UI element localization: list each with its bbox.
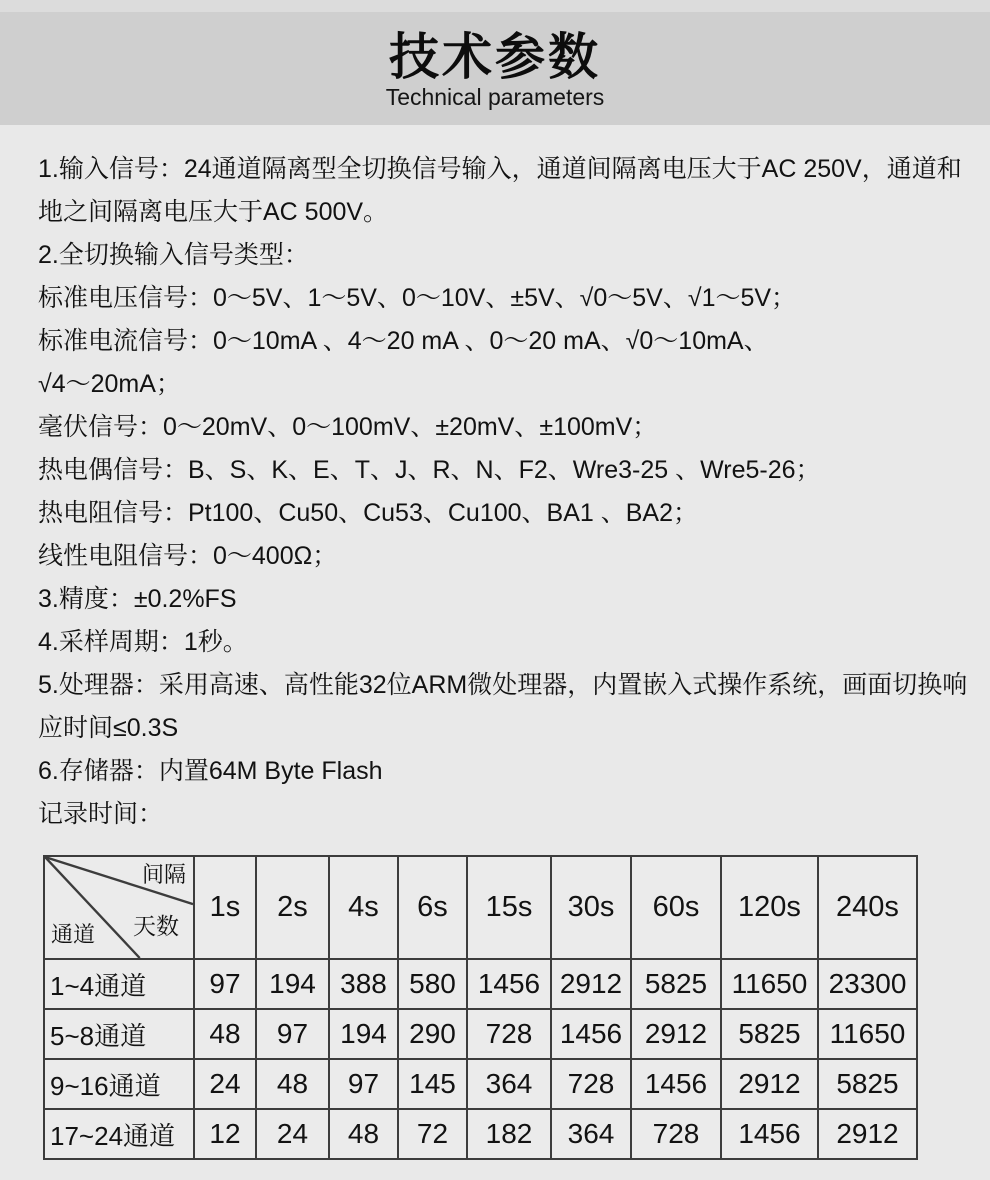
row-label-ch9-16: 9~16通道 [44, 1059, 194, 1109]
cell-value: 2912 [631, 1009, 721, 1059]
table-row-ch9-16 [44, 1059, 917, 1109]
row-label-ch1-4: 1~4通道 [44, 959, 194, 1009]
cell-value: 48 [329, 1109, 398, 1159]
spec-line-current-signal: 标准电流信号：0～10mA 、4～20 mA 、0～20 mA、√0～10mA、 [38, 327, 769, 355]
spec-line-processor-cont: 应时间≤0.3S [38, 714, 179, 742]
table-header-row [44, 856, 917, 959]
spec-line-signal-types: 2.全切换输入信号类型： [38, 241, 309, 269]
cell-value: 145 [398, 1059, 467, 1109]
cell-value: 728 [467, 1009, 551, 1059]
page-title: 技术参数 [389, 29, 601, 86]
cell-value: 24 [256, 1109, 329, 1159]
spec-line-memory: 6.存储器：内置64M Byte Flash [38, 757, 383, 785]
cell-value: 48 [194, 1009, 256, 1059]
cell-value: 580 [398, 959, 467, 1009]
corner-label-days: 天数 [133, 913, 179, 939]
spec-line-input-signal-cont: 地之间隔离电压大于AC 500V。 [38, 198, 389, 226]
table-row-ch17-24 [44, 1109, 917, 1159]
cell-value: 5825 [631, 959, 721, 1009]
spec-line-rtd-signal: 热电阻信号：Pt100、Cu50、Cu53、Cu100、BA1 、BA2； [38, 499, 698, 527]
spec-line-processor: 5.处理器：采用高速、高性能32位ARM微处理器，内置嵌入式操作系统，画面切换响 [38, 671, 968, 699]
row-label-ch5-8: 5~8通道 [44, 1009, 194, 1059]
spec-line-accuracy: 3.精度：±0.2%FS [38, 585, 237, 613]
title-band [0, 12, 990, 125]
cell-value: 1456 [631, 1059, 721, 1109]
spec-line-voltage-signal: 标准电压信号：0～5V、1～5V、0～10V、±5V、√0～5V、√1～5V； [38, 284, 797, 312]
cell-value: 24 [194, 1059, 256, 1109]
column-header-30s: 30s [551, 856, 631, 959]
cell-value: 1456 [551, 1009, 631, 1059]
spec-line-current-signal-cont: √4～20mA； [38, 370, 181, 398]
column-header-60s: 60s [631, 856, 721, 959]
cell-value: 194 [329, 1009, 398, 1059]
cell-value: 182 [467, 1109, 551, 1159]
cell-value: 5825 [721, 1009, 818, 1059]
cell-value: 728 [631, 1109, 721, 1159]
corner-label-channel: 通道 [51, 922, 96, 947]
cell-value: 5825 [818, 1059, 917, 1109]
cell-value: 48 [256, 1059, 329, 1109]
cell-value: 11650 [818, 1009, 917, 1059]
cell-value: 194 [256, 959, 329, 1009]
column-header-4s: 4s [329, 856, 398, 959]
spec-line-input-signal: 1.输入信号：24通道隔离型全切换信号输入，通道间隔离电压大于AC 250V，通道和 [38, 155, 962, 183]
cell-value: 11650 [721, 959, 818, 1009]
spec-list [38, 148, 972, 836]
cell-value: 12 [194, 1109, 256, 1159]
column-header-1s: 1s [194, 856, 256, 959]
row-label-ch17-24: 17~24通道 [44, 1109, 194, 1159]
column-header-240s: 240s [818, 856, 917, 959]
cell-value: 2912 [818, 1109, 917, 1159]
column-header-2s: 2s [256, 856, 329, 959]
spec-line-thermocouple-signal: 热电偶信号：B、S、K、E、T、J、R、N、F2、Wre3-25 、Wre5-26； [38, 456, 821, 484]
page-subtitle: Technical parameters [385, 84, 605, 111]
record-time-table [43, 855, 918, 1160]
table-row-ch1-4 [44, 959, 917, 1009]
cell-value: 1456 [467, 959, 551, 1009]
cell-value: 97 [329, 1059, 398, 1109]
cell-value: 2912 [551, 959, 631, 1009]
cell-value: 23300 [818, 959, 917, 1009]
spec-line-millivolt-signal: 毫伏信号：0～20mV、0～100mV、±20mV、±100mV； [38, 413, 658, 441]
cell-value: 97 [194, 959, 256, 1009]
cell-value: 388 [329, 959, 398, 1009]
spec-line-record-time-label: 记录时间： [38, 800, 164, 828]
column-header-120s: 120s [721, 856, 818, 959]
cell-value: 97 [256, 1009, 329, 1059]
cell-value: 728 [551, 1059, 631, 1109]
column-header-15s: 15s [467, 856, 551, 959]
table-corner-cell [44, 856, 194, 959]
top-strip [0, 0, 990, 12]
spec-line-linear-resistance: 线性电阻信号：0～400Ω； [38, 542, 338, 570]
corner-label-interval: 间隔 [141, 862, 186, 887]
spec-line-sampling-period: 4.采样周期：1秒。 [38, 628, 248, 656]
cell-value: 72 [398, 1109, 467, 1159]
cell-value: 364 [467, 1059, 551, 1109]
cell-value: 290 [398, 1009, 467, 1059]
cell-value: 2912 [721, 1059, 818, 1109]
column-header-6s: 6s [398, 856, 467, 959]
cell-value: 1456 [721, 1109, 818, 1159]
table-row-ch5-8 [44, 1009, 917, 1059]
cell-value: 364 [551, 1109, 631, 1159]
